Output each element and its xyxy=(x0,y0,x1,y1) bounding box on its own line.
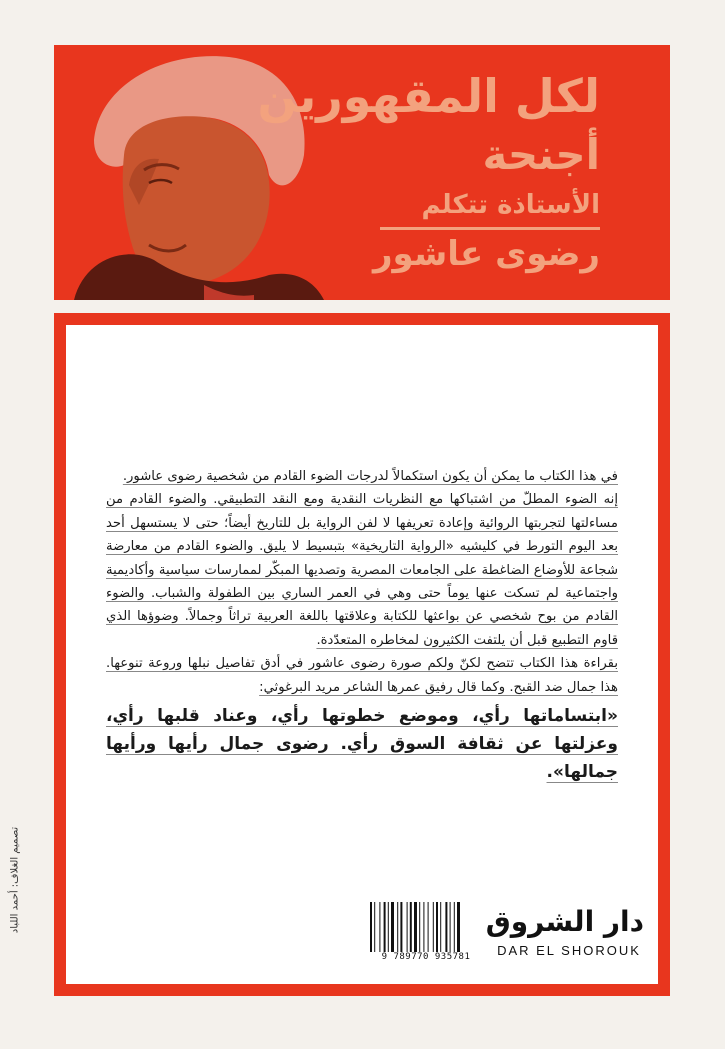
barcode-bar xyxy=(379,902,380,952)
barcode-bar xyxy=(450,902,451,952)
back-cover-frame xyxy=(54,313,670,996)
barcode-bar xyxy=(428,902,429,952)
blurb-paragraph-3: بقراءة هذا الكتاب تتضح لكنّ ولكم صورة رضوى عاشور في أدق تفاصيل نبلها وروعة تنوعها. هذا جمال ضد القبح. وكما قال رفيق عمرها الشاعر مريد البرغوثي: xyxy=(106,656,618,695)
barcode-bar xyxy=(457,902,460,952)
barcode-bar xyxy=(445,902,447,952)
author-name: رضوى عاشور xyxy=(372,234,600,274)
cover-design-credit-text: تصميم الغلاف: أحمد اللباد xyxy=(9,826,21,934)
isbn-number: 9 789770 935781 xyxy=(381,952,471,962)
barcode-bar xyxy=(370,902,372,952)
barcode-bar xyxy=(400,902,402,952)
cover-title-block xyxy=(257,65,600,278)
barcode-bar xyxy=(374,902,375,952)
barcode-icon xyxy=(366,900,486,956)
barcode-bar xyxy=(391,902,394,952)
book-blurb xyxy=(106,465,618,786)
barcode-bar xyxy=(397,902,398,952)
barcode-bar xyxy=(436,902,438,952)
cover-banner xyxy=(54,45,670,300)
blurb-paragraph-1: في هذا الكتاب ما يمكن أن يكون استكمالاً لدرجات الضوء القادم من شخصية رضوى عاشور. xyxy=(122,469,618,484)
barcode-bar xyxy=(384,902,386,952)
barcode-bar xyxy=(423,902,424,952)
barcode-bar xyxy=(454,902,455,952)
barcode-bar xyxy=(414,902,417,952)
book-subtitle: الأستاذة تتكلم xyxy=(421,190,600,220)
cover-design-credit xyxy=(8,820,22,940)
barcode-bar xyxy=(407,902,408,952)
title-line-2: أجنحة xyxy=(482,130,600,179)
title-line-1: لكل المقهورين xyxy=(257,69,600,123)
barcode-bar xyxy=(388,902,389,952)
blurb-quote: «ابتساماتها رأي، وموضع خطوتها رأي، وعناد قلبها رأي، وعزلتها عن ثقافة السوق رأي. رضوى جمال رأيها ورأيها جمالها». xyxy=(106,706,618,783)
blurb-paragraph-2: إنه الضوء المطلّ من اشتباكها مع النظريات النقدية ومع النقد التطبيقي. والضوء القادم من مساءلتها لتجربتها الروائية وإعادة تعريفها لا لفن الرواية بل للتاريخ أيضاً؛ حتى لا يستسهل أحد بعد اليوم التورط في كليشيه «الرواية التاريخية» بتبسيط لا يليق. والضوء القادم من معارضة شجاعة للأوضاع الضاغطة على الجامعات المصرية وتصديها المبكّر لممارسات سياسية وأكاديمية واجتماعية لم تسكت عنها يوماً حتى وهي في العمر الساري بين الطفولة والشباب. والضوء القادم من بوح شخصي عن بواعثها للكتابة وعلاقتها باللغة العربية تراثاً وجمالاً. وضوؤها الذي قاوم التطبيع قبل أن يلتفت الكثيرون لمخاطره المتعدّدة. xyxy=(106,492,618,648)
barcode-bar xyxy=(433,902,434,952)
publisher-logo-arabic: دار الشروق xyxy=(485,905,644,938)
publisher-name-english: DAR EL SHOROUK xyxy=(497,943,641,958)
barcode-bar xyxy=(440,902,441,952)
back-cover-panel xyxy=(66,325,658,984)
barcode-bar xyxy=(419,902,420,952)
barcode-bar xyxy=(410,902,412,952)
